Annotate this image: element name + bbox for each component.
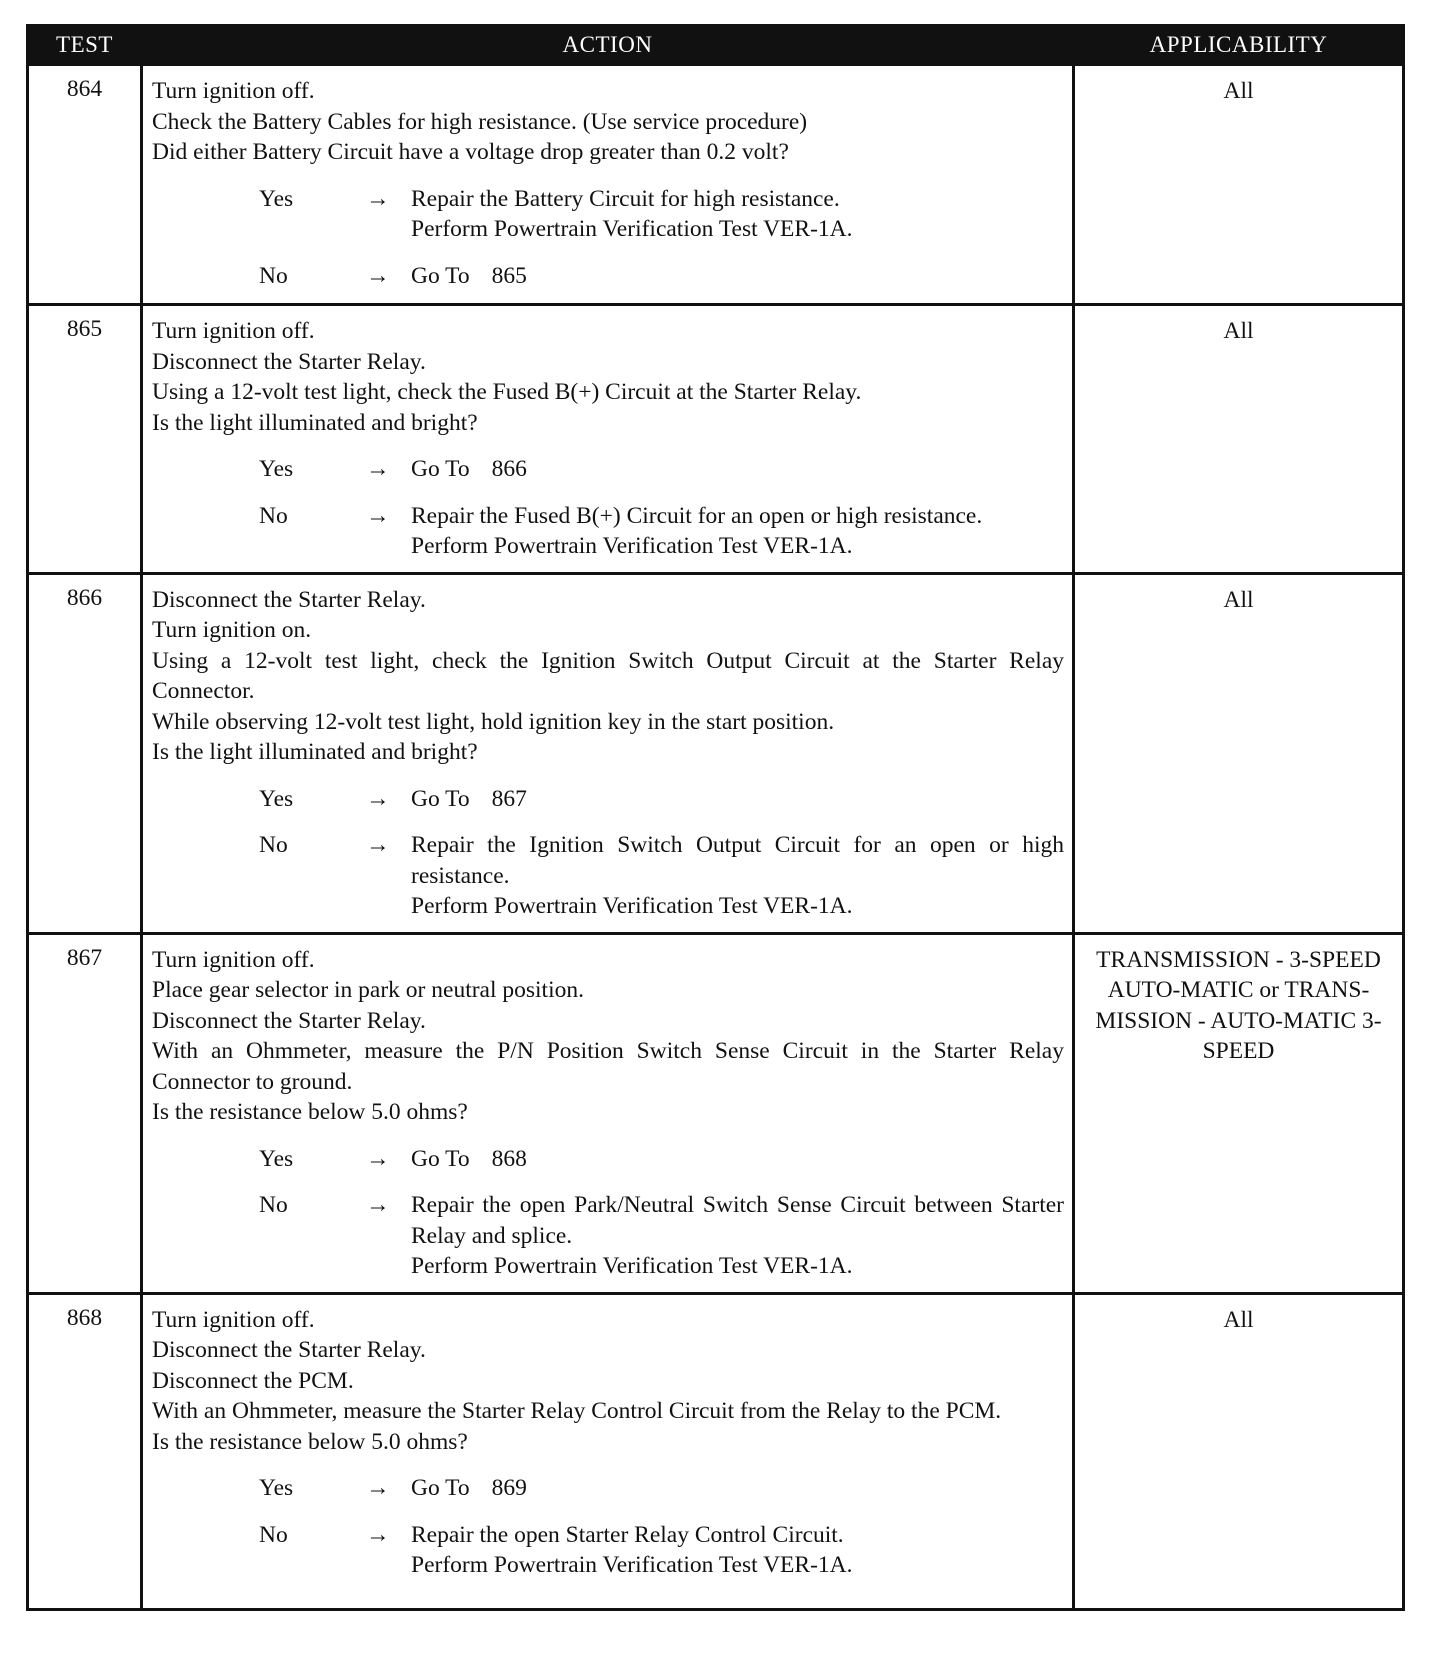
right-arrow-icon: → [366, 1192, 390, 1218]
right-arrow-icon: → [366, 832, 390, 858]
no-result [411, 501, 1064, 562]
action-step: Disconnect the Starter Relay. [152, 348, 426, 375]
right-arrow-icon: → [366, 262, 390, 289]
goto-target: 869 [491, 1475, 527, 1501]
applicability-cell: All [1074, 65, 1404, 305]
result-line: Repair the Ignition Switch Output Circuit for an open or high resistance. [411, 832, 1064, 889]
yes-label: Yes [259, 785, 294, 812]
yes-outcome [152, 784, 1064, 815]
table-row [28, 1293, 1404, 1609]
goto-text: Go To [411, 785, 470, 812]
no-outcome [152, 501, 1064, 562]
test-number: 868 [28, 1293, 142, 1609]
yes-label: Yes [259, 1475, 294, 1501]
goto-text: Go To [411, 262, 470, 289]
table-row [28, 305, 1404, 574]
action-cell [142, 65, 1074, 305]
action-step: Turn ignition off. [152, 1306, 315, 1333]
goto-target: 866 [491, 456, 527, 482]
applicability-cell: All [1074, 573, 1404, 933]
table-body [28, 65, 1404, 1610]
action-step: Turn ignition off. [152, 946, 315, 973]
yes-result [411, 454, 1064, 485]
yes-outcome [152, 454, 1064, 485]
right-arrow-icon: → [366, 1475, 390, 1501]
result-line: Perform Powertrain Verification Test VER-1A. [411, 1552, 853, 1578]
yes-result [411, 1144, 1064, 1175]
result-line: Repair the Fused B(+) Circuit for an open or high resistance. [411, 502, 983, 529]
action-step: Place gear selector in park or neutral position. [152, 977, 584, 1003]
right-arrow-icon: → [366, 185, 390, 212]
test-number: 866 [28, 573, 142, 933]
action-step: Turn ignition on. [152, 617, 312, 643]
no-result [411, 1520, 1064, 1581]
table-header-row [28, 26, 1404, 65]
no-label: No [259, 1192, 288, 1218]
action-cell [142, 305, 1074, 574]
result-line: Repair the Battery Circuit for high resistance. [411, 185, 840, 212]
yes-label: Yes [259, 185, 294, 212]
table-row [28, 933, 1404, 1293]
no-result [411, 830, 1064, 922]
applicability-cell: All [1074, 305, 1404, 574]
no-outcome [152, 830, 1064, 922]
result-line: Repair the open Starter Relay Control Circuit. [411, 1521, 844, 1548]
action-step: Disconnect the Starter Relay. [152, 1337, 426, 1363]
yes-result [411, 784, 1064, 815]
action-step: Is the light illuminated and bright? [152, 409, 478, 436]
test-number: 867 [28, 933, 142, 1293]
action-step: Turn ignition off. [152, 318, 315, 344]
header-action: ACTION [142, 26, 1074, 65]
goto-target: 865 [491, 262, 527, 289]
table-row [28, 65, 1404, 305]
action-step: Disconnect the PCM. [152, 1367, 354, 1394]
test-number: 865 [28, 305, 142, 574]
action-cell [142, 573, 1074, 933]
action-step: Is the light illuminated and bright? [152, 739, 478, 765]
yes-outcome [152, 184, 1064, 245]
action-step: Did either Battery Circuit have a voltage drop greater than 0.2 volt? [152, 139, 789, 165]
action-cell [142, 1293, 1074, 1609]
applicability-cell: TRANSMISSION - 3-SPEED AUTO-MATIC or TRANS-MISSION - AUTO-MATIC 3-SPEED [1074, 933, 1404, 1293]
action-step: Using a 12-volt test light, check the Ignition Switch Output Circuit at the Starter Relay Connector. [152, 647, 1064, 704]
diagnostic-test-table [26, 24, 1405, 1611]
table-row [28, 573, 1404, 933]
action-step: While observing 12-volt test light, hold ignition key in the start position. [152, 708, 835, 735]
action-cell [142, 933, 1074, 1293]
action-step: With an Ohmmeter, measure the Starter Relay Control Circuit from the Relay to the PCM. [152, 1398, 1002, 1424]
test-number: 864 [28, 65, 142, 305]
action-step: Is the resistance below 5.0 ohms? [152, 1428, 468, 1455]
yes-result [411, 184, 1064, 245]
right-arrow-icon: → [366, 1145, 390, 1172]
goto-text: Go To [411, 456, 470, 482]
yes-label: Yes [259, 456, 294, 482]
no-label: No [259, 832, 288, 858]
goto-text: Go To [411, 1145, 470, 1172]
result-line: Repair the open Park/Neutral Switch Sense Circuit between Starter Relay and splice. [411, 1192, 1064, 1249]
action-step: Turn ignition off. [152, 78, 315, 104]
result-line: Perform Powertrain Verification Test VER-1A. [411, 216, 853, 242]
diagnostic-test-page [26, 24, 1402, 1611]
no-outcome [152, 1520, 1064, 1581]
goto-target: 867 [491, 785, 527, 812]
action-step: Using a 12-volt test light, check the Fused B(+) Circuit at the Starter Relay. [152, 379, 862, 405]
right-arrow-icon: → [366, 1521, 390, 1548]
goto-text: Go To [411, 1475, 470, 1501]
no-label: No [259, 1521, 288, 1548]
action-step: Disconnect the Starter Relay. [152, 586, 426, 613]
action-step: Is the resistance below 5.0 ohms? [152, 1099, 468, 1125]
yes-outcome [152, 1473, 1064, 1504]
applicability-cell: All [1074, 1293, 1404, 1609]
right-arrow-icon: → [366, 785, 390, 812]
action-step: Check the Battery Cables for high resistance. (Use service procedure) [152, 108, 808, 135]
header-test: TEST [28, 26, 142, 65]
result-line: Perform Powertrain Verification Test VER-1A. [411, 893, 853, 919]
yes-label: Yes [259, 1145, 294, 1172]
no-outcome [152, 1190, 1064, 1282]
header-applicability: APPLICABILITY [1074, 26, 1404, 65]
no-outcome [152, 261, 1064, 292]
result-line: Perform Powertrain Verification Test VER-1A. [411, 533, 853, 559]
no-label: No [259, 502, 288, 529]
yes-outcome [152, 1144, 1064, 1175]
no-result [411, 1190, 1064, 1282]
goto-target: 868 [491, 1145, 527, 1172]
no-label: No [259, 262, 288, 289]
action-step: Disconnect the Starter Relay. [152, 1007, 426, 1034]
action-step: With an Ohmmeter, measure the P/N Position Switch Sense Circuit in the Starter Relay Connector to ground. [152, 1038, 1064, 1095]
no-result [411, 261, 1064, 292]
right-arrow-icon: → [366, 456, 390, 482]
result-line: Perform Powertrain Verification Test VER-1A. [411, 1253, 853, 1279]
yes-result [411, 1473, 1064, 1504]
right-arrow-icon: → [366, 502, 390, 529]
